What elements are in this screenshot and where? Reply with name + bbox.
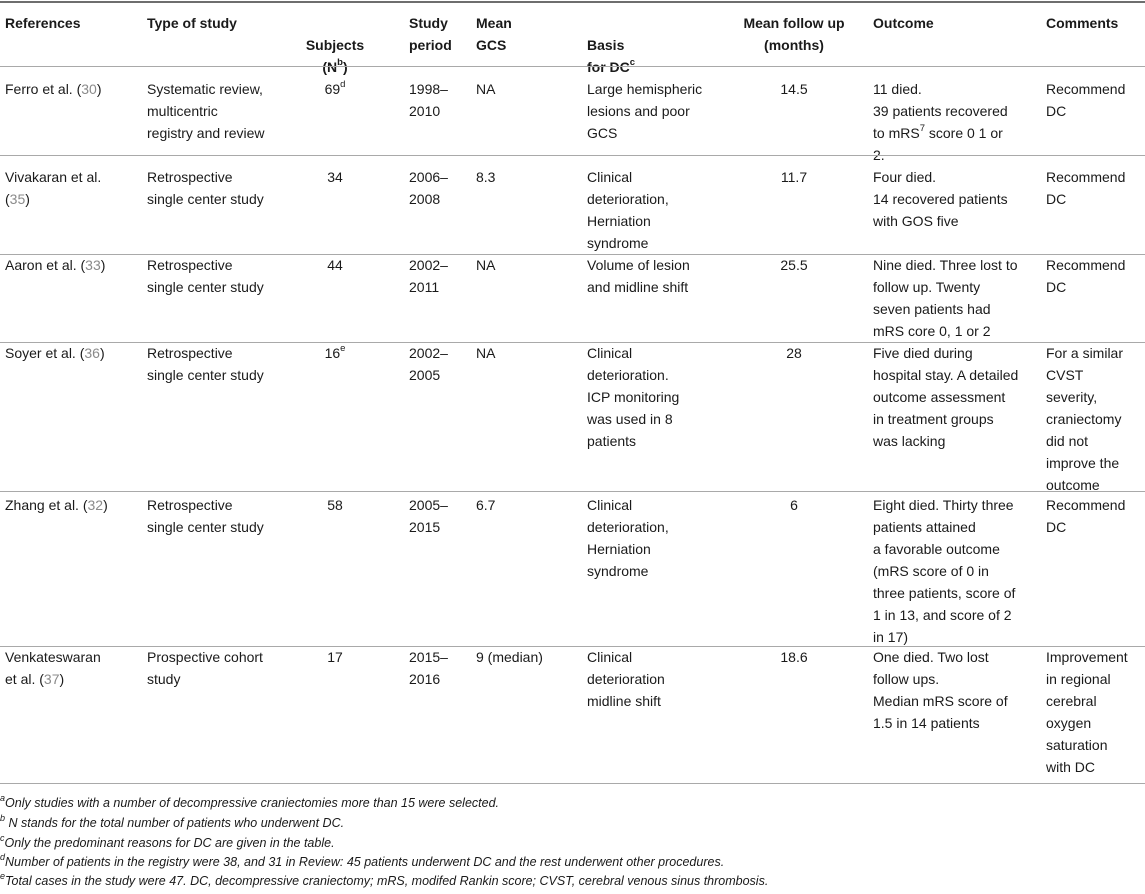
cell-reference: Zhang et al. (32) (5, 497, 108, 513)
reference-link[interactable]: 33 (85, 257, 101, 273)
cell-reference: Soyer et al. (36) (5, 345, 105, 361)
cell-subjects: 16e (324, 343, 346, 361)
cell-comments: Recommend DC (1046, 497, 1126, 535)
cell-basis: Large hemispheric lesions and poor GCS (587, 81, 703, 141)
cell-gcs: 8.3 (476, 169, 496, 185)
footnote-b: $^b$ N stands for the total number of patients who underwent DC. (0, 812, 345, 830)
cell-reference: Ferro et al. (30) (5, 81, 102, 97)
cell-reference: Venkateswaran et al. (37) (5, 649, 101, 687)
cell-type: Retrospective single center study (147, 257, 264, 295)
row-divider (0, 155, 1145, 156)
cell-comments: Recommend DC (1046, 169, 1126, 207)
table-bottom-rule (0, 783, 1145, 784)
reference-link[interactable]: 32 (87, 497, 104, 513)
cell-reference: Vivakaran et al. (35) (5, 169, 102, 207)
cell-type: Retrospective single center study (147, 345, 264, 383)
cell-subjects: 69$^d$ (324, 79, 346, 97)
cell-comments: Recommend DC (1046, 257, 1126, 295)
footnote-e: $^e$Total cases in the study were 47. DC, decompressive craniectomy; mRS, modifed Rankin score; CVST, cerebral venous sinus thrombosis. (0, 870, 769, 888)
reference-link[interactable]: 36 (84, 345, 100, 361)
header-basis-for-dc: Basis for $DC^c$ (587, 37, 636, 75)
cell-period: 2002– 2011 (409, 257, 448, 295)
cell-follow-up: 18.6 (780, 649, 808, 665)
header-bottom-rule (0, 66, 1145, 67)
cell-comments: Recommend DC (1046, 81, 1126, 119)
cell-gcs: NA (476, 345, 496, 361)
header-comments: Comments (1046, 15, 1119, 31)
reference-link[interactable]: 30 (81, 81, 97, 97)
cell-outcome: Nine died. Three lost to follow up. Twenty seven patients had mRS core 0, 1 or 2 (873, 257, 1018, 339)
header-mean-gcs: Mean GCS (476, 15, 512, 53)
cell-type: Retrospective single center study (147, 497, 264, 535)
header-study-period: Study period (409, 15, 452, 53)
cell-outcome: 11 died. 39 patients recovered to mRS$^7$ score 0 1 or 2. (873, 81, 1008, 163)
cell-subjects: 17 (327, 649, 343, 665)
cell-subjects: 34 (327, 169, 343, 185)
table-top-rule (0, 1, 1145, 3)
cell-basis: Clinical deterioration midline shift (587, 649, 665, 709)
cell-subjects: 44 (327, 257, 343, 273)
cell-subjects: 58 (327, 497, 343, 513)
cell-outcome: Five died during hospital stay. A detailed outcome assessment in treatment groups was lacking (873, 345, 1019, 449)
cell-gcs: NA (476, 257, 496, 273)
cell-basis: Clinical deterioration. ICP monitoring was used in 8 patients (587, 345, 680, 449)
header-references: References (5, 15, 81, 31)
cell-follow-up: 14.5 (780, 81, 808, 97)
cell-type: Prospective cohort study (147, 649, 263, 687)
cell-period: 2005– 2015 (409, 497, 448, 535)
cell-basis: Volume of lesion and midline shift (587, 257, 690, 295)
cell-comments: For a similar CVST severity, craniectomy did not improve the outcome (1046, 345, 1124, 493)
footnote-d: $^d$Number of patients in the registry were 38, and 31 in Review: 45 patients underwent DC and the rest underwent other procedures. (0, 851, 725, 869)
cell-reference: Aaron et al. (33) (5, 257, 106, 273)
cell-period: 1998– 2010 (409, 81, 448, 119)
header-subjects: Subjects $(N^b)$ (305, 37, 365, 75)
cell-follow-up: 6 (790, 497, 798, 513)
cell-follow-up: 25.5 (780, 257, 808, 273)
cell-outcome: One died. Two lost follow ups. Median mRS score of 1.5 in 14 patients (873, 649, 1008, 731)
reference-link[interactable]: 35 (9, 191, 26, 207)
cell-period: 2006– 2008 (409, 169, 448, 207)
cell-gcs: 6.7 (476, 497, 496, 513)
cell-comments: Improvement in regional cerebral oxygen saturation with DC (1046, 649, 1128, 775)
cell-gcs: NA (476, 81, 496, 97)
cell-period: 2015– 2016 (409, 649, 448, 687)
header-type-of-study: Type of study (147, 15, 237, 31)
footnote-a: $^a$Only studies with a number of decompressive craniectomies more than 15 were selected. (0, 792, 499, 810)
cell-type: Retrospective single center study (147, 169, 264, 207)
cell-follow-up: 11.7 (780, 169, 808, 185)
reference-link[interactable]: 37 (43, 671, 60, 687)
cell-period: 2002– 2005 (409, 345, 448, 383)
footnote-c: $^c$Only the predominant reasons for DC are given in the table. (0, 832, 335, 850)
header-mean-follow-up: Mean follow up (months) (743, 15, 845, 53)
cell-basis: Clinical deterioration, Herniation syndrome (587, 169, 669, 251)
cell-type: Systematic review, multicentric registry and review (147, 81, 265, 141)
cell-basis: Clinical deterioration, Herniation syndrome (587, 497, 669, 579)
cell-follow-up: 28 (786, 345, 802, 361)
cell-outcome: Four died. 14 recovered patients with GOS five (873, 169, 1008, 229)
row-divider (0, 491, 1145, 492)
cell-outcome: Eight died. Thirty three patients attained a favorable outcome (mRS score of 0 in three patients, score of 1 in 13, and score of 2 in 17) (873, 497, 1016, 645)
header-outcome: Outcome (873, 15, 934, 31)
cell-gcs: 9 (median) (476, 649, 543, 665)
